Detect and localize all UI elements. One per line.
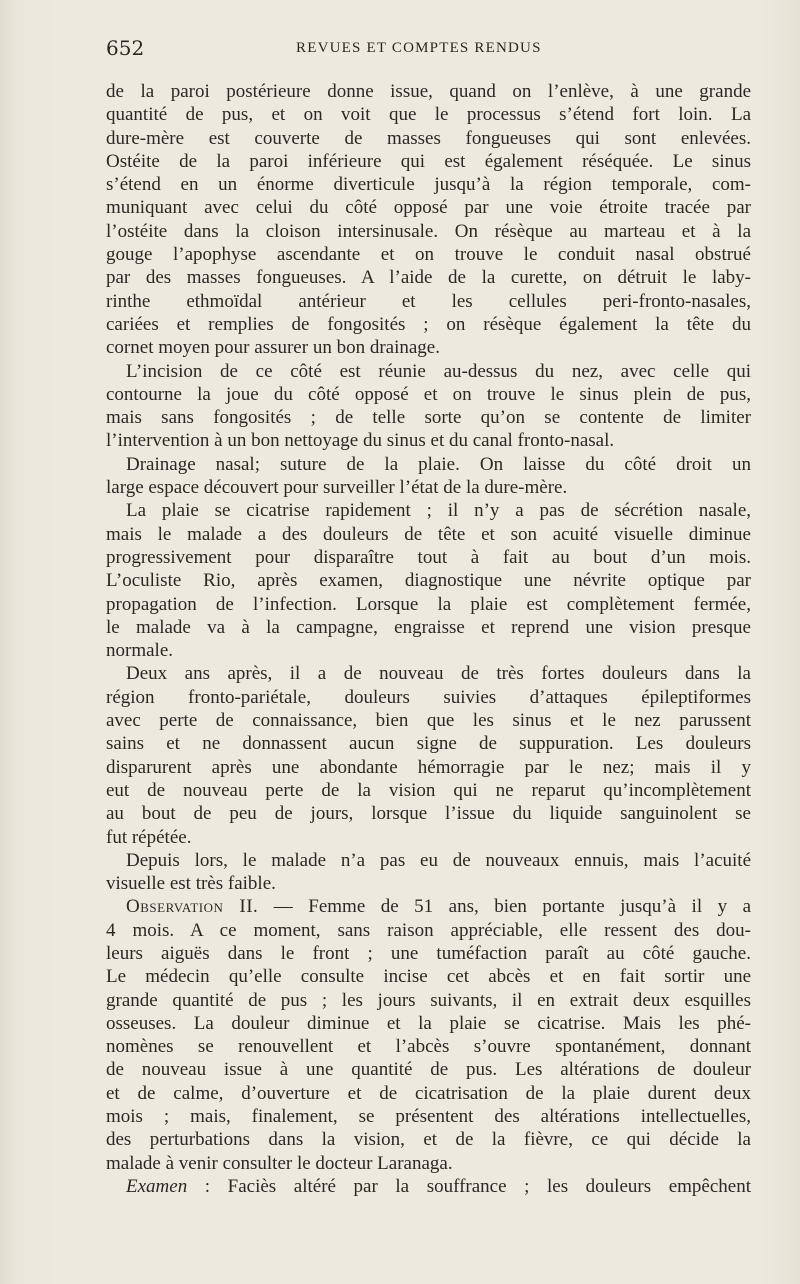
text-line: sains et ne donnassent aucun signe de suppuration. Les douleurs: [106, 733, 751, 755]
observation-rest: — Femme de 51 ans, bien portante jusqu’à il y a: [258, 896, 751, 918]
page-number: 652: [106, 36, 145, 60]
text-line: osseuses. La douleur diminue et la plaie se cicatrise. Mais les phé-: [106, 1012, 751, 1034]
observation-label: Observation II.: [126, 896, 259, 918]
text-line: propagation de l’infection. Lorsque la plaie est complètement fermée,: [106, 593, 751, 615]
text-line: des perturbations dans la vision, et de la fièvre, ce qui décide la: [106, 1129, 751, 1151]
text-line: s’étend en un énorme diverticule jusqu’à la région temporale, com-: [106, 174, 751, 196]
text-line: région fronto-pariétale, douleurs suivies d’attaques épileptiformes: [106, 686, 751, 708]
text-line: mais sans fongosités ; de telle sorte qu’on se contente de limiter: [106, 407, 751, 429]
text-line: quantité de pus, et on voit que le processus s’étend fort loin. La: [106, 104, 751, 126]
text-line: eut de nouveau perte de la vision qui ne reparut qu’incomplètement: [106, 779, 751, 801]
text-line: de la paroi postérieure donne issue, quand on l’enlève, à une grande: [106, 81, 751, 102]
text-line: visuelle est très faible.: [106, 873, 276, 895]
text-line: grande quantité de pus ; les jours suivants, il en extrait deux esquilles: [106, 989, 751, 1011]
text-line: au bout de peu de jours, lorsque l’issue du liquide sanguinolent se: [106, 803, 751, 825]
text-line: et de calme, d’ouverture et de cicatrisation de la plaie durent deux: [106, 1082, 751, 1104]
text-line: nomènes se renouvellent et l’abcès s’ouvre spontanément, donnant: [106, 1036, 751, 1058]
examen-label: Examen: [126, 1175, 188, 1197]
text-line: leurs aiguës dans le front ; une tuméfaction paraît au côté gauche.: [106, 942, 751, 964]
text-line: large espace découvert pour surveiller l’état de la dure-mère.: [106, 477, 568, 499]
observation-line: [106, 895, 751, 918]
text-line: l’intervention à un bon nettoyage du sinus et du canal fronto-nasal.: [106, 430, 615, 452]
text-line: avec perte de connaissance, bien que les sinus et le nez parussent: [106, 710, 751, 732]
running-title: REVUES ET COMPTES RENDUS: [296, 40, 542, 56]
text-line: fut répétée.: [106, 826, 192, 848]
text-line: Deux ans après, il a de nouveau de très fortes douleurs dans la: [126, 663, 751, 685]
text-line: cariées et remplies de fongosités ; on résèque également la tête du: [106, 313, 751, 335]
text-line: L’incision de ce côté est réunie au-dessus du nez, avec celle qui: [126, 360, 751, 382]
body-text: [106, 80, 751, 1198]
text-line: L’oculiste Rio, après examen, diagnostique une névrite optique par: [106, 570, 751, 592]
text-line: progressivement pour disparaître tout à fait au bout d’un mois.: [106, 546, 751, 568]
text-line: Le médecin qu’elle consulte incise cet abcès et en fait sortir une: [106, 966, 751, 988]
text-line: Drainage nasal; suture de la plaie. On laisse du côté droit un: [126, 453, 751, 475]
text-line: mais le malade a des douleurs de tête et son acuité visuelle diminue: [106, 523, 751, 545]
text-line: l’ostéite dans la cloison intersinusale. On résèque au marteau et à la: [106, 220, 751, 242]
text-line: disparurent après une abondante hémorragie par le nez; mais il y: [106, 756, 751, 778]
text-line: le malade va à la campagne, engraisse et reprend une vision presque: [106, 616, 751, 638]
text-line: La plaie se cicatrise rapidement ; il n’y a pas de sécrétion nasale,: [126, 500, 751, 522]
text-line: contourne la joue du côté opposé et on trouve le sinus plein de pus,: [106, 383, 751, 405]
text-line: muniquant avec celui du côté opposé par une voie étroite tracée par: [106, 197, 751, 219]
text-line: 4 mois. A ce moment, sans raison appréciable, elle ressent des dou-: [106, 919, 751, 941]
text-line: Depuis lors, le malade n’a pas eu de nouveaux ennuis, mais l’acuité: [126, 849, 751, 871]
text-line: gouge l’apophyse ascendante et on trouve le conduit nasal obstrué: [106, 244, 751, 266]
examen-line: [106, 1175, 751, 1198]
text-line: cornet moyen pour assurer un bon drainage.: [106, 337, 440, 359]
page-header: [106, 36, 751, 64]
text-line: de nouveau issue à une quantité de pus. Les altérations de douleur: [106, 1059, 751, 1081]
text-line: Ostéite de la paroi inférieure qui est également réséquée. Le sinus: [106, 150, 751, 172]
text-line: normale.: [106, 640, 174, 662]
examen-rest: : Faciès altéré par la souffrance ; les douleurs empêchent: [187, 1175, 751, 1197]
text-line: malade à venir consulter le docteur Laranaga.: [106, 1152, 453, 1174]
text-line: mois ; mais, finalement, se présentent des altérations intellectuelles,: [106, 1106, 751, 1128]
text-line: rinthe ethmoïdal antérieur et les cellules peri-fronto-nasales,: [106, 290, 751, 312]
text-line: par des masses fongueuses. A l’aide de la curette, on détruit le laby-: [106, 267, 751, 289]
text-line: dure-mère est couverte de masses fongueuses qui sont enlevées.: [106, 127, 751, 149]
